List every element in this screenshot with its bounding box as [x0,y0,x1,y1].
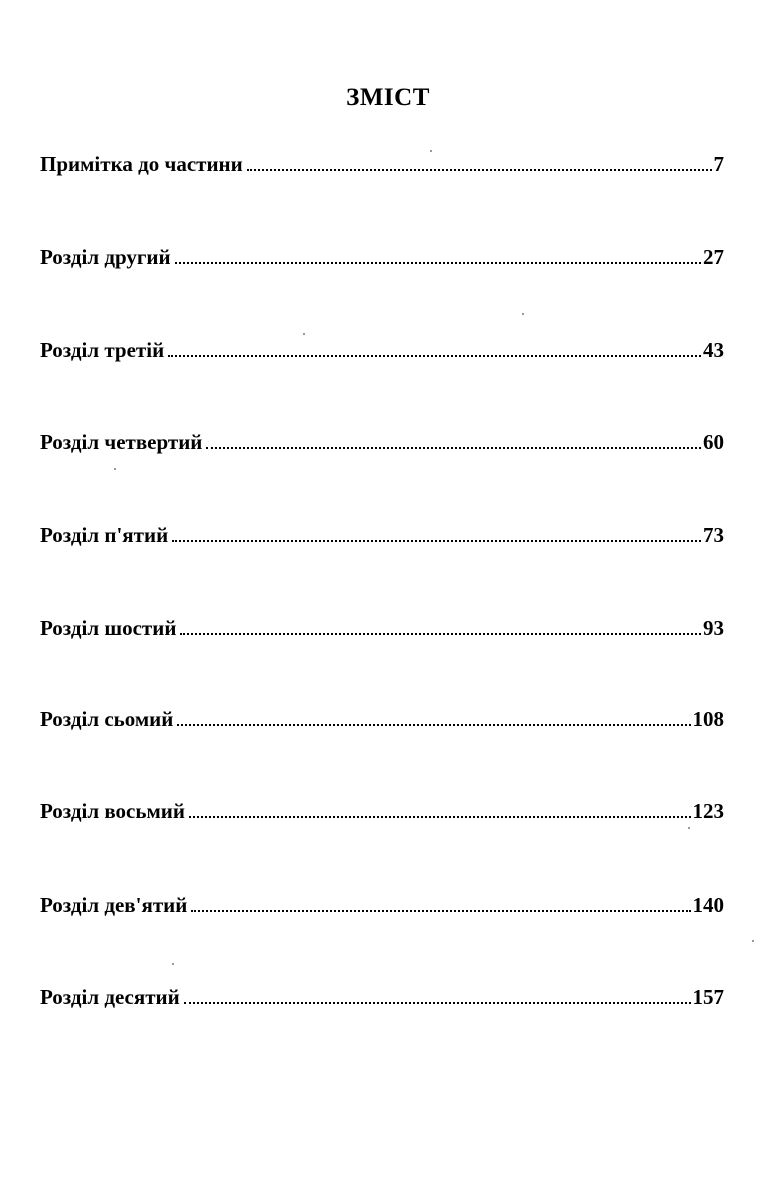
page-title: ЗМІСТ [346,84,430,111]
dot-leader [247,168,712,171]
toc-entry-label: Розділ шостий [40,616,177,640]
toc-entry-label: Розділ восьмий [40,799,185,823]
toc-entry-page-number: 73 [703,523,724,547]
toc-entry-page-number: 108 [692,707,724,731]
scan-speck [114,468,116,470]
toc-entry-label: Примітка до частини [40,152,243,176]
toc-entry-page-number: 60 [703,430,724,454]
toc-entry-page-number: 157 [692,985,724,1009]
scan-speck [688,827,690,829]
dot-leader [191,909,690,912]
scan-speck [752,940,754,942]
toc-entry-page-number: 93 [703,616,724,640]
dot-leader [180,632,701,635]
scan-speck [430,150,432,152]
scan-speck [303,333,305,335]
scan-speck [172,963,174,965]
toc-entry [40,614,724,642]
toc-entry-page-number: 140 [692,893,724,917]
scan-speck [522,313,524,315]
dot-leader [184,1001,691,1004]
toc-entry-label: Розділ п'ятий [40,523,169,547]
toc-entry [40,428,724,456]
dot-leader [175,261,701,264]
toc-entry-page-number: 123 [692,799,724,823]
toc-entry [40,797,724,825]
dot-leader [189,815,691,818]
toc-entry [40,150,724,178]
toc-entry-page-number: 7 [713,152,724,176]
toc-entry-label: Розділ дев'ятий [40,893,188,917]
toc-entry-label: Розділ третій [40,338,165,362]
dot-leader [172,539,701,542]
dot-leader [177,723,690,726]
toc-entry [40,891,724,919]
dot-leader [168,354,701,357]
toc-entry [40,521,724,549]
table-of-contents [40,0,724,1200]
toc-entry [40,243,724,271]
toc-entry-label: Розділ другий [40,245,171,269]
toc-entry-page-number: 27 [703,245,724,269]
toc-entry-page-number: 43 [703,338,724,362]
toc-entry [40,336,724,364]
dot-leader [206,446,701,449]
toc-entry-label: Розділ сьомий [40,707,174,731]
toc-entry [40,705,724,733]
toc-entry-label: Розділ десятий [40,985,180,1009]
toc-entry [40,983,724,1011]
toc-entry-label: Розділ четвертий [40,430,203,454]
